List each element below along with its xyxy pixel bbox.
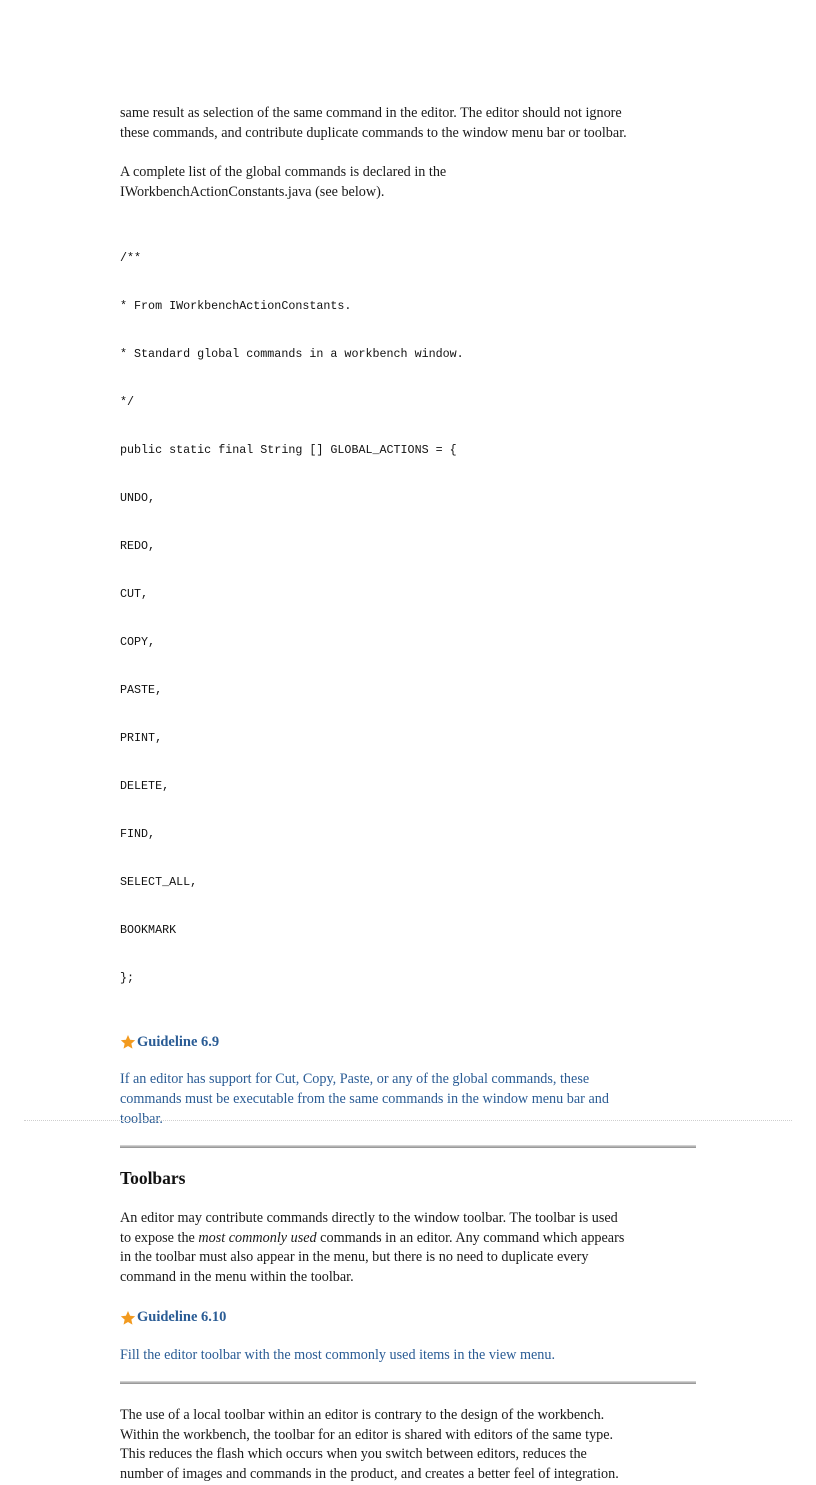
- code-line: BOOKMARK: [120, 923, 177, 938]
- most-commonly-used-emphasis: most commonly used: [198, 1229, 317, 1246]
- guideline-6-10-title: Guideline 6.10: [137, 1309, 227, 1326]
- code-line: public static final String [] GLOBAL_ACTIONS = {: [120, 443, 457, 458]
- local-toolbar-paragraph: [120, 1406, 696, 1484]
- local-toolbar-line-2: Within the workbench, the toolbar for an editor is shared with editors of the same type.: [120, 1426, 614, 1443]
- code-line: PRINT,: [120, 731, 163, 746]
- horizontal-divider: [120, 1381, 696, 1384]
- code-line: REDO,: [120, 539, 156, 554]
- guideline-6-10-line-1: Fill the editor toolbar with the most commonly used items in the view menu.: [120, 1346, 556, 1363]
- guideline-6-9-title: Guideline 6.9: [137, 1033, 220, 1050]
- code-line: FIND,: [120, 827, 156, 842]
- guideline-6-10-text: [120, 1346, 696, 1366]
- intro-line-1: same result as selection of the same command in the editor. The editor should not ignore: [120, 105, 622, 121]
- intro-paragraph: [120, 104, 696, 143]
- horizontal-divider: [120, 1145, 696, 1148]
- toolbars-heading: Toolbars: [120, 1168, 186, 1189]
- code-line: * Standard global commands in a workbench window.: [120, 347, 464, 362]
- local-toolbar-line-1: The use of a local toolbar within an editor is contrary to the design of the workbench.: [120, 1407, 605, 1424]
- code-line: };: [120, 971, 135, 986]
- guideline-6-9-line-1: If an editor has support for Cut, Copy, Paste, or any of the global commands, these: [120, 1071, 590, 1088]
- code-block: [120, 218, 696, 1018]
- code-line: PASTE,: [120, 683, 163, 698]
- local-toolbar-line-4: number of images and commands in the product, and creates a better feel of integration.: [120, 1465, 619, 1482]
- code-line: UNDO,: [120, 491, 156, 506]
- guideline-6-9-line-3: toolbar.: [120, 1110, 163, 1127]
- star-icon: [120, 1034, 136, 1050]
- code-line: COPY,: [120, 635, 156, 650]
- toolbars-line-2-pre: to expose the: [120, 1229, 199, 1246]
- toolbars-line-4: command in the menu within the toolbar.: [120, 1268, 354, 1285]
- local-toolbar-line-3: This reduces the flash which occurs when you switch between editors, reduces the: [120, 1446, 587, 1463]
- global-commands-line-2: IWorkbenchActionConstants.java (see below).: [120, 183, 385, 200]
- toolbars-line-3: in the toolbar must also appear in the menu, but there is no need to duplicate every: [120, 1249, 589, 1266]
- code-line: * From IWorkbenchActionConstants.: [120, 299, 352, 314]
- guideline-6-9-line-2: commands must be executable from the same commands in the window menu bar and: [120, 1090, 609, 1107]
- guideline-6-10-heading: [120, 1308, 696, 1328]
- toolbars-line-2: [120, 1229, 696, 1249]
- page-bottom-border: [24, 1120, 792, 1121]
- global-commands-line-1: A complete list of the global commands is declared in the: [120, 164, 447, 181]
- code-line: /**: [120, 251, 142, 266]
- document-page: [120, 104, 696, 1485]
- code-line: DELETE,: [120, 779, 170, 794]
- star-icon: [120, 1310, 136, 1326]
- toolbars-line-1: An editor may contribute commands directly to the window toolbar. The toolbar is used: [120, 1210, 618, 1227]
- toolbars-line-2-post: commands in an editor. Any command which appears: [316, 1229, 625, 1246]
- code-line: CUT,: [120, 587, 149, 602]
- intro-line-2: these commands, and contribute duplicate commands to the window menu bar or toolbar.: [120, 124, 627, 141]
- toolbars-paragraph: [120, 1209, 696, 1287]
- global-commands-paragraph: [120, 163, 696, 202]
- guideline-6-9-heading: [120, 1032, 696, 1052]
- code-line: SELECT_ALL,: [120, 875, 198, 890]
- code-line: */: [120, 395, 135, 410]
